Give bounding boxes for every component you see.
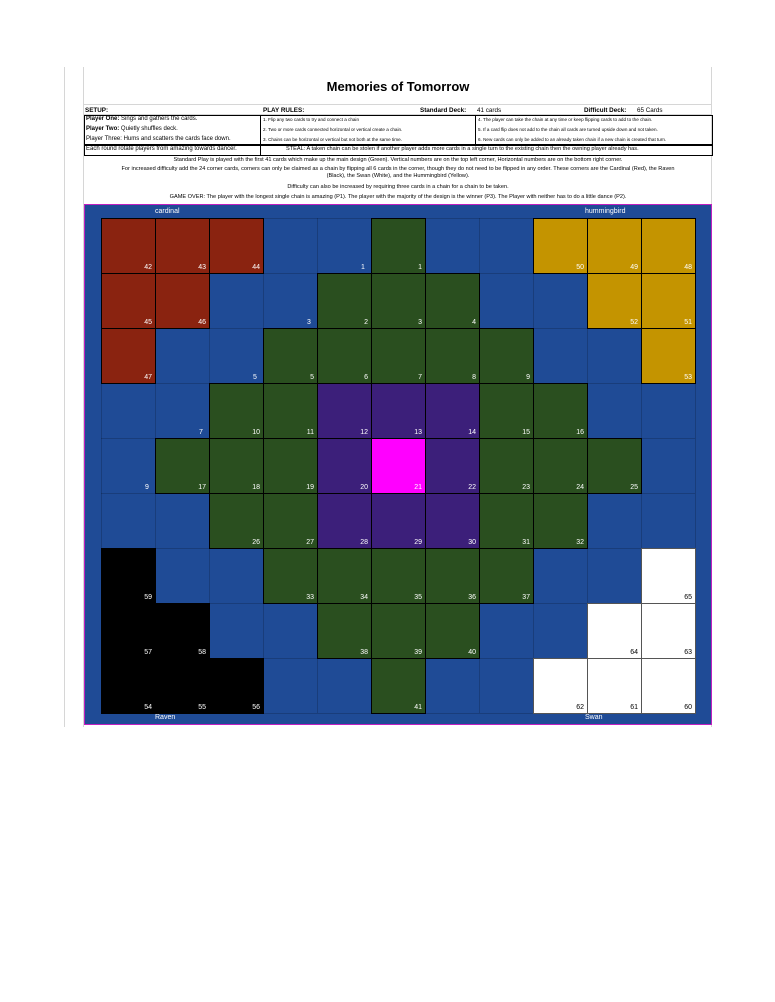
rule-3: 3. Chains can be horizontal or vertical but not both at the same time. <box>263 137 402 142</box>
card-number: 65 <box>684 594 692 601</box>
card-tile[interactable] <box>263 383 318 439</box>
card-tile[interactable] <box>155 658 210 714</box>
card-number: 47 <box>144 374 152 381</box>
card-number: 16 <box>576 429 584 436</box>
card-tile[interactable] <box>479 438 534 494</box>
card-number: 19 <box>306 484 314 491</box>
card-tile[interactable] <box>533 658 588 714</box>
card-number: 59 <box>144 594 152 601</box>
card-tile[interactable] <box>155 273 210 329</box>
card-number: 23 <box>522 484 530 491</box>
card-tile[interactable] <box>101 603 156 659</box>
card-number: 61 <box>630 704 638 711</box>
card-number: 58 <box>198 649 206 656</box>
card-number: 11 <box>306 429 314 436</box>
card-tile[interactable] <box>317 493 372 549</box>
card-number: 51 <box>684 319 692 326</box>
rule-5: 5. If a card flip does not add to the chain all cards are turned upside down and not taken. <box>478 127 658 132</box>
setup-row-2: Player Two: Quietly shuffles deck. <box>86 126 178 132</box>
rule-2: 2. Two or more cards connected horizontal or vertical create a chain. <box>263 127 403 132</box>
note-game-over: GAME OVER: The player with the longest single chain is amazing (P1). The player with the majority of the design is the winner (P3). The Player with neither has to do a little dance (P2). <box>169 194 627 200</box>
card-tile[interactable] <box>101 658 156 714</box>
card-number: 38 <box>360 649 368 656</box>
card-number: 28 <box>360 539 368 546</box>
card-number: 36 <box>468 594 476 601</box>
rule-1: 1. Flip any two cards to try and connect a chain <box>263 117 360 122</box>
row-number: 1 <box>361 264 365 271</box>
card-number: 3 <box>418 319 422 326</box>
cardinal-label: cardinal <box>155 208 180 215</box>
card-tile[interactable] <box>155 218 210 274</box>
card-tile[interactable] <box>209 658 264 714</box>
card-tile[interactable] <box>317 273 372 329</box>
setup-heading: SETUP: <box>85 107 109 114</box>
card-number: 57 <box>144 649 152 656</box>
setup-row-3: Player Three: Hums and scatters the cards face down. <box>86 136 231 142</box>
card-tile[interactable] <box>101 273 156 329</box>
card-number: 9 <box>526 374 530 381</box>
card-number: 31 <box>522 539 530 546</box>
card-number: 44 <box>252 264 260 271</box>
rule-6: 6. New cards can only be added to an already taken chain if a new chain is created that turn. <box>478 137 667 142</box>
card-number: 2 <box>364 319 368 326</box>
card-number: 20 <box>360 484 368 491</box>
card-tile[interactable] <box>425 328 480 384</box>
card-tile[interactable] <box>371 548 426 604</box>
card-number: 41 <box>414 704 422 711</box>
card-number: 64 <box>630 649 638 656</box>
card-tile[interactable] <box>479 493 534 549</box>
card-number: 62 <box>576 704 584 711</box>
card-number: 15 <box>522 429 530 436</box>
card-tile[interactable] <box>263 548 318 604</box>
card-tile[interactable] <box>371 658 426 714</box>
card-number: 33 <box>306 594 314 601</box>
card-tile[interactable] <box>209 438 264 494</box>
hummingbird-label: hummingbird <box>585 208 626 215</box>
card-tile[interactable] <box>155 438 210 494</box>
setup-row-1: Player One: Sings and gathers the cards. <box>86 116 198 122</box>
steal-rule: STEAL: A taken chain can be stolen if another player adds more cards in a single turn to the existing chain then the owning player already has. <box>286 146 639 152</box>
card-tile[interactable] <box>371 493 426 549</box>
card-number: 10 <box>252 429 260 436</box>
card-tile[interactable] <box>641 273 696 329</box>
card-number: 37 <box>522 594 530 601</box>
card-number: 8 <box>472 374 476 381</box>
card-number: 43 <box>198 264 206 271</box>
card-number: 25 <box>630 484 638 491</box>
card-tile[interactable] <box>587 218 642 274</box>
card-tile[interactable] <box>101 218 156 274</box>
setup-row-4: Each round rotate players from amazing towards dancer. <box>86 146 237 152</box>
card-tile[interactable] <box>533 218 588 274</box>
card-tile[interactable] <box>209 493 264 549</box>
card-tile[interactable] <box>317 383 372 439</box>
card-number: 46 <box>198 319 206 326</box>
card-number: 53 <box>684 374 692 381</box>
card-number: 52 <box>630 319 638 326</box>
card-number: 42 <box>144 264 152 271</box>
note-standard-play: Standard Play is played with the first 41 cards which make up the main design (Green). Vertical numbers are on the top left corner, Horizontal numbers are on the bottom right corner. <box>173 157 623 163</box>
card-tile[interactable] <box>209 218 264 274</box>
card-number: 45 <box>144 319 152 326</box>
card-tile[interactable] <box>317 438 372 494</box>
card-number: 60 <box>684 704 692 711</box>
game-board <box>84 204 712 725</box>
card-number: 27 <box>306 539 314 546</box>
card-number: 7 <box>418 374 422 381</box>
card-tile[interactable] <box>479 328 534 384</box>
card-number: 49 <box>630 264 638 271</box>
card-tile[interactable] <box>101 548 156 604</box>
card-tile[interactable] <box>641 218 696 274</box>
row-number: 5 <box>253 374 257 381</box>
card-number: 56 <box>252 704 260 711</box>
card-tile[interactable] <box>371 603 426 659</box>
card-tile[interactable] <box>641 548 696 604</box>
card-number: 21 <box>414 484 422 491</box>
card-tile[interactable] <box>263 438 318 494</box>
card-number: 32 <box>576 539 584 546</box>
grid-line <box>64 67 65 727</box>
card-tile[interactable] <box>209 383 264 439</box>
card-tile[interactable] <box>641 328 696 384</box>
card-tile[interactable] <box>533 438 588 494</box>
card-number: 50 <box>576 264 584 271</box>
card-tile[interactable] <box>587 273 642 329</box>
card-number: 63 <box>684 649 692 656</box>
note-increased-difficulty: For increased difficulty add the 24 corner cards, corners can only be claimed as a chain by flipping all 6 cards in the corner, though they do not need to be flipped in any order. These corners are the Cardinal (Red), the Raven (Black), the Swan (White), and the Hummingbird (Yellow). <box>121 166 675 179</box>
card-number: 26 <box>252 539 260 546</box>
card-number: 5 <box>310 374 314 381</box>
card-number: 1 <box>418 264 422 271</box>
standard-deck-label: Standard Deck: <box>420 107 467 114</box>
card-tile[interactable] <box>425 273 480 329</box>
card-tile[interactable] <box>533 493 588 549</box>
card-number: 39 <box>414 649 422 656</box>
card-number: 13 <box>414 429 422 436</box>
card-tile[interactable] <box>425 438 480 494</box>
swan-label: Swan <box>585 714 603 721</box>
card-tile[interactable] <box>425 603 480 659</box>
card-number: 55 <box>198 704 206 711</box>
card-tile[interactable] <box>155 603 210 659</box>
card-number: 4 <box>472 319 476 326</box>
card-number: 24 <box>576 484 584 491</box>
card-tile[interactable] <box>263 328 318 384</box>
card-tile[interactable] <box>587 658 642 714</box>
card-tile[interactable] <box>371 383 426 439</box>
difficult-deck-value: 65 Cards <box>637 107 663 114</box>
rule-4: 4. The player can take the chain at any time or keep flipping cards to add to the chain. <box>478 117 653 122</box>
card-number: 48 <box>684 264 692 271</box>
card-tile[interactable] <box>263 493 318 549</box>
card-tile[interactable] <box>641 603 696 659</box>
card-tile[interactable] <box>587 438 642 494</box>
card-number: 40 <box>468 649 476 656</box>
page-title: Memories of Tomorrow <box>326 79 470 94</box>
card-tile[interactable] <box>101 328 156 384</box>
card-tile[interactable] <box>371 273 426 329</box>
card-number: 54 <box>144 704 152 711</box>
card-tile[interactable] <box>371 328 426 384</box>
card-tile[interactable] <box>479 548 534 604</box>
card-number: 12 <box>360 429 368 436</box>
card-number: 30 <box>468 539 476 546</box>
card-tile[interactable] <box>479 383 534 439</box>
card-tile[interactable] <box>641 658 696 714</box>
raven-label: Raven <box>155 714 176 721</box>
card-tile[interactable] <box>317 328 372 384</box>
card-tile[interactable] <box>425 548 480 604</box>
card-tile[interactable] <box>587 603 642 659</box>
card-number: 18 <box>252 484 260 491</box>
card-tile[interactable] <box>425 493 480 549</box>
play-rules-heading: PLAY RULES: <box>263 107 305 114</box>
card-number: 22 <box>468 484 476 491</box>
card-number: 14 <box>468 429 476 436</box>
row-number: 3 <box>307 319 311 326</box>
row-number: 7 <box>199 429 203 436</box>
standard-deck-value: 41 cards <box>477 107 502 114</box>
card-tile[interactable] <box>533 383 588 439</box>
card-tile[interactable] <box>425 383 480 439</box>
card-tile[interactable] <box>371 218 426 274</box>
row-number: 9 <box>145 484 149 491</box>
card-tile[interactable] <box>317 548 372 604</box>
card-number: 17 <box>198 484 206 491</box>
card-number: 35 <box>414 594 422 601</box>
card-number: 6 <box>364 374 368 381</box>
card-tile[interactable] <box>371 438 426 494</box>
row-divider <box>84 104 712 105</box>
card-number: 34 <box>360 594 368 601</box>
difficult-deck-label: Difficult Deck: <box>584 107 627 114</box>
note-three-cards: Difficulty can also be increased by requiring three cards in a chain for a chain to be taken. <box>287 184 509 190</box>
card-number: 29 <box>414 539 422 546</box>
card-tile[interactable] <box>317 603 372 659</box>
